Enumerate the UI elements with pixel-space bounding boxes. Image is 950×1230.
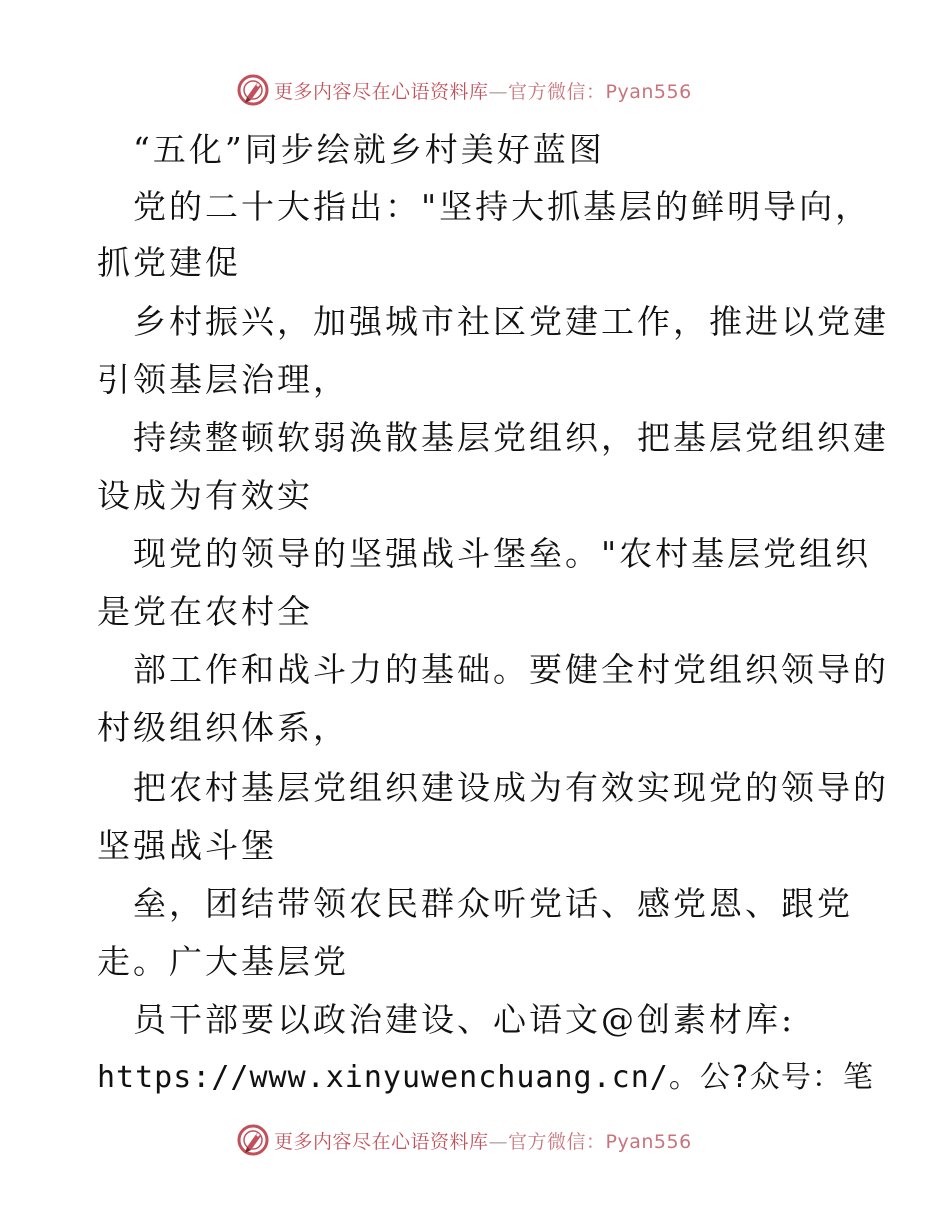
paragraph-line: 引领基层治理， bbox=[97, 360, 349, 399]
paragraph-line: 设成为有效实 bbox=[97, 476, 313, 515]
paragraph-line: 走。广大基层党 bbox=[97, 942, 349, 981]
document-title: “五化”同步绘就乡村美好蓝图 bbox=[133, 130, 605, 169]
paragraph-line: 坚强战斗堡 bbox=[97, 826, 277, 865]
banner-site-name: 更多内容尽在心语资料库 bbox=[274, 1130, 489, 1153]
paragraph-line: 员干部要以政治建设、心语文@创素材库: bbox=[133, 1000, 796, 1039]
banner-wechat-id: Pyan556 bbox=[605, 1130, 692, 1153]
paragraph-line: 持续整顿软弱涣散基层党组织，把基层党组织建 bbox=[133, 418, 889, 457]
banner-wechat-id: Pyan556 bbox=[605, 80, 692, 103]
paragraph-line: 垒，团结带领农民群众听党话、感党恩、跟党 bbox=[133, 884, 853, 923]
banner-wechat-label: 官方微信： bbox=[508, 80, 606, 103]
banner-text bbox=[274, 1127, 692, 1154]
banner-wechat-label: 官方微信： bbox=[508, 1130, 606, 1153]
paragraph-line: 把农村基层党组织建设成为有效实现党的领导的 bbox=[133, 768, 889, 807]
paragraph-line: 村级组织体系， bbox=[97, 708, 349, 747]
paragraph-line: 抓党建促 bbox=[97, 243, 241, 282]
pen-nib-logo-icon bbox=[236, 1123, 270, 1157]
banner-dash: — bbox=[488, 80, 509, 103]
paragraph-line: 是党在农村全 bbox=[97, 592, 313, 631]
paragraph-line: 党的二十大指出："坚持大抓基层的鲜明导向， bbox=[133, 187, 872, 226]
banner-site-name: 更多内容尽在心语资料库 bbox=[274, 80, 489, 103]
banner-dash: — bbox=[488, 1130, 509, 1153]
footer-banner bbox=[236, 1123, 716, 1157]
paragraph-line: 现党的领导的坚强战斗堡垒。"农村基层党组织 bbox=[133, 534, 872, 573]
paragraph-line-url: https://www.xinyuwenchuang.cn/。公?众号：笔 bbox=[97, 1060, 874, 1095]
paragraph-line: 部工作和战斗力的基础。要健全村党组织领导的 bbox=[133, 650, 889, 689]
paragraph-line: 乡村振兴，加强城市社区党建工作，推进以党建 bbox=[133, 302, 889, 341]
